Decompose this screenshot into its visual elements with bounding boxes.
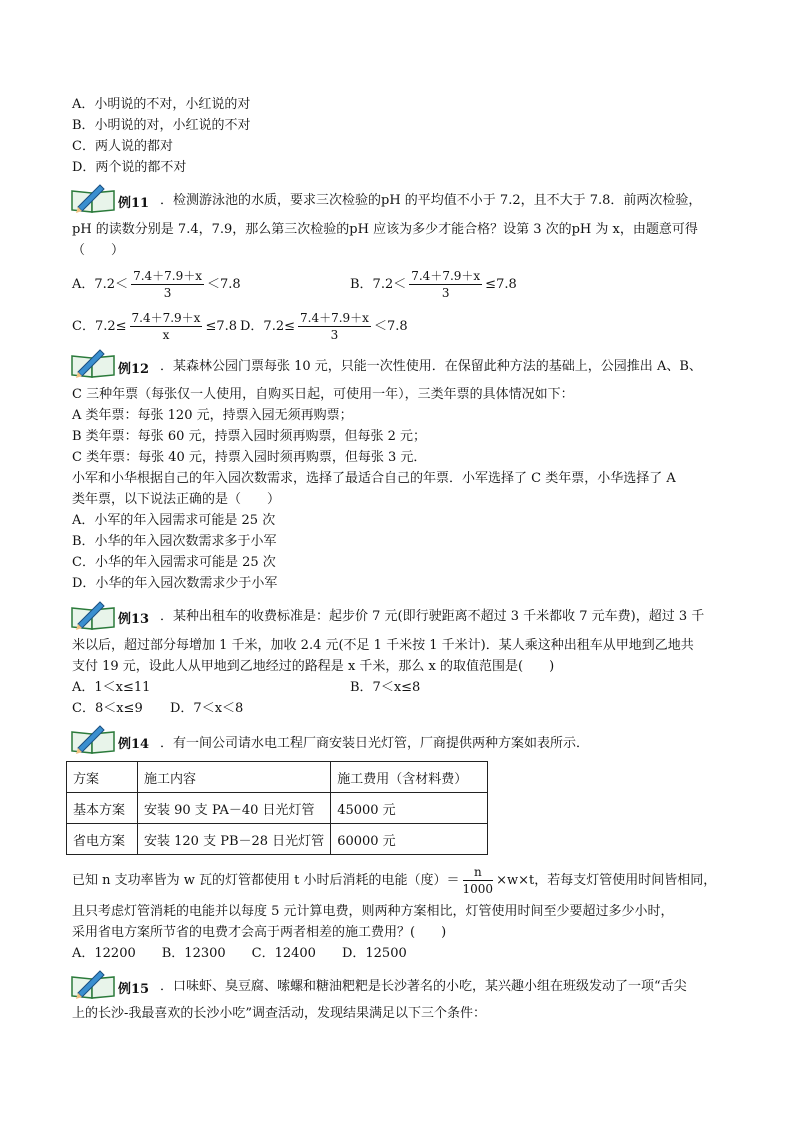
book-pencil-icon [70, 600, 118, 630]
table-header-cell: 方案 [67, 762, 138, 793]
example-15-line2: 上的长沙-我最喜欢的长沙小吃”调查活动，发现结果满足以下三个条件： [72, 1006, 487, 1021]
table-header-cell: 施工内容 [138, 762, 331, 793]
book-pencil-icon [70, 969, 118, 999]
table-cell: 基本方案 [67, 793, 138, 824]
table-header-cell: 施工费用（含材料费） [331, 762, 488, 793]
example-11-line1: ．检测游泳池的水质，要求三次检验的pH 的平均值不小于 7.2，且不大于 7.8．前两次检验， [160, 193, 702, 208]
table-header-row [67, 762, 488, 793]
example-14-line4: 采用省电方案所节省的电费才会高于两者相差的施工费用？( ) [72, 925, 447, 940]
example-12-line2: C 三种年票（每张仅一人使用，自购买日起，可使用一年），三类年票的具体情况如下： [72, 387, 574, 402]
table-cell: 45000 元 [331, 793, 488, 824]
example-12-line6: 小军和小华根据自己的年入园次数需求，选择了最适合自己的年票．小军选择了 C 类年票，小华选择了 A [72, 471, 676, 486]
scheme-table [66, 761, 488, 855]
example-12-line5: C 类年票：每张 40 元，持票入园时须再购票，但每张 3 元． [72, 450, 427, 465]
example-11-line3: （ ） [72, 243, 125, 258]
example-11-label: 例11 [118, 196, 150, 211]
example-11-option-a: A．7.2＜ $\frac{7.4+7.9+x}{3}$ ＜7.8 [72, 269, 241, 300]
example-13-option-c: C．8＜x≤9 [72, 701, 143, 716]
example-12-line3: A 类年票：每张 120 元，持票入园无须再购票； [72, 408, 353, 423]
example-14-line3: 且只考虑灯管消耗的电能并以每度 5 元计算电费，则两种方案相比，灯管使用时间至少要超过多少小时， [72, 904, 674, 919]
table-cell: 省电方案 [67, 824, 138, 855]
example-11-option-b: B．7.2＜ $\frac{7.4+7.9+x}{3}$ ≤7.8 [350, 269, 517, 300]
example-15-line1: ．口味虾、臭豆腐、嗦螺和糖油粑粑是长沙著名的小吃，某兴趣小组在班级发动了一项“舌尖 [160, 979, 687, 994]
book-pencil-icon [70, 183, 118, 213]
option-b: B．小明说的对，小红说的不对 [72, 118, 251, 133]
example-12-line7: 类年票，以下说法正确的是（ ） [72, 492, 281, 507]
option-c: C．两人说的都对 [72, 139, 173, 154]
example-14-options: A．12200 B．12300 C．12400 D．12500 [72, 946, 407, 961]
example-13-label: 例13 [118, 612, 150, 627]
example-13-line2: 米以后，超过部分每增加 1 千米，加收 2.4 元(不足 1 千米按 1 千米计)．某人乘这种出租车从甲地到乙地共 [72, 638, 694, 653]
example-13-option-d: D．7＜x＜8 [170, 701, 244, 716]
example-12-label: 例12 [118, 362, 150, 377]
book-pencil-icon [70, 724, 118, 754]
table-cell: 60000 元 [331, 824, 488, 855]
example-12-line1: ．某森林公园门票每张 10 元，只能一次性使用．在保留此种方法的基础上，公园推出 A、B、 [160, 359, 702, 374]
option-a: A．小明说的不对，小红说的对 [72, 97, 251, 112]
option-d: D．两个说的都不对 [72, 160, 187, 175]
example-13-line3: 支付 19 元，设此人从甲地到乙地经过的路程是 x 千米，那么 x 的取值范围是( ) [72, 659, 555, 674]
example-14-line2: 已知 n 支功率皆为 w 瓦的灯管都使用 t 小时后消耗的电能（度）＝ $\frac{n}{1000}$ ×w×t，若每支灯管使用时间皆相同， [72, 865, 717, 896]
example-13-line1: ．某种出租车的收费标准是：起步价 7 元(即行驶距离不超过 3 千米都收 7 元车费)，超过 3 千 [160, 609, 705, 624]
example-14-label: 例14 [118, 737, 150, 752]
table-cell: 安装 120 支 PB－28 日光灯管 [138, 824, 331, 855]
example-12-option-a: A．小军的年入园需求可能是 25 次 [72, 513, 276, 528]
example-12-option-d: D．小华的年入园次数需求少于小军 [72, 576, 278, 591]
table-cell: 安装 90 支 PA－40 日光灯管 [138, 793, 331, 824]
table-row [67, 824, 488, 855]
example-15-label: 例15 [118, 982, 150, 997]
book-pencil-icon [70, 348, 118, 378]
example-13-option-a: A．1＜x≤11 [72, 680, 151, 695]
example-11-option-d: D．7.2≤ $\frac{7.4+7.9+x}{3}$ ＜7.8 [240, 311, 408, 342]
example-13-option-b: B．7＜x≤8 [350, 680, 421, 695]
example-12-option-b: B．小华的年入园次数需求多于小军 [72, 534, 277, 549]
example-12-option-c: C．小华的年入园需求可能是 25 次 [72, 555, 276, 570]
example-11-line2: pH 的读数分别是 7.4，7.9，那么第三次检验的pH 应该为多少才能合格？设第 3 次的pH 为 x，由题意可得 [72, 222, 698, 237]
example-11-option-c: C．7.2≤ $\frac{7.4+7.9+x}{x}$ ≤7.8 [72, 311, 238, 342]
example-12-line4: B 类年票：每张 60 元，持票入园时须再购票，但每张 2 元； [72, 429, 427, 444]
example-14-line1: ．有一间公司请水电工程厂商安装日光灯管，厂商提供两种方案如表所示． [160, 736, 590, 751]
table-row [67, 793, 488, 824]
